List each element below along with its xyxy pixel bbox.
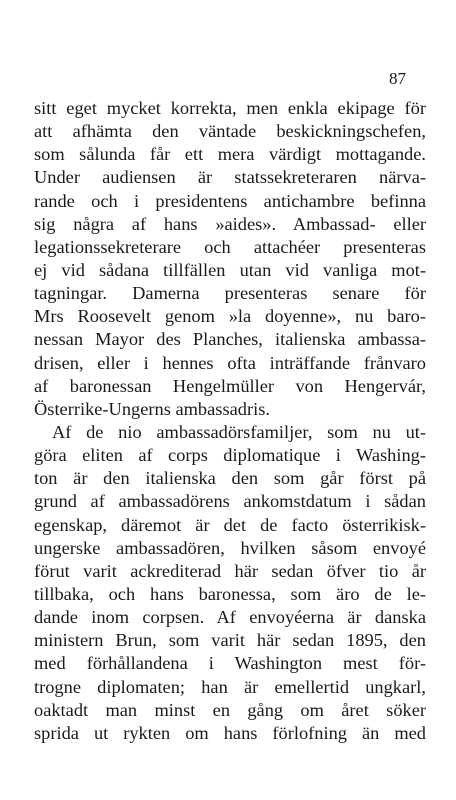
text-line: sitt eget mycket korrekta, men enkla ekipage för (34, 98, 426, 118)
text-line: ministern Brun, som varit här sedan 1895, den (34, 630, 426, 651)
text-line: sig några af hans »aides». Ambassad- eller (34, 213, 426, 234)
text-line: rande och i presidentens antichambre befinna (34, 190, 426, 211)
text-line: nessan Mayor des Planches, italienska ambassa- (34, 329, 426, 350)
text-line: dande inom corpsen. Af envoyéerna är danska (34, 607, 426, 628)
text-line: Af de nio ambassadörsfamiljer, som nu ut- (52, 421, 426, 442)
text-line: som sålunda får ett mera värdigt mottagande. (34, 144, 426, 165)
text-line: ungerske ambassadören, hvilken såsom envoyé (34, 537, 426, 558)
text-line: förut varit ackrediterad här sedan öfver tio år (34, 560, 426, 581)
text-line: tillbaka, och hans baronessa, som äro de le- (34, 583, 426, 604)
text-line: Österrike-Ungerns ambassadris. (34, 398, 270, 419)
body-text (34, 97, 426, 745)
text-line: trogne diplomaten; han är emellertid ungkarl, (34, 676, 426, 697)
text-line: egenskap, däremot är det de facto österrikisk- (34, 514, 426, 535)
text-line: Mrs Roosevelt genom »la doyenne», nu baro- (34, 306, 426, 327)
text-line: tagningar. Damerna presenteras senare för (34, 283, 426, 304)
text-line: ton är den italienska den som går först på (34, 468, 426, 489)
text-line: med förhållandena i Washington mest för- (34, 653, 426, 674)
text-line: grund af ambassadörens ankomstdatum i sådan (34, 491, 426, 512)
text-line: legationssekreterare och attachéer presenteras (34, 236, 426, 257)
text-line: drisen, eller i hennes ofta inträffande frånvaro (34, 352, 426, 373)
text-line: ej vid sådana tillfällen utan vid vanliga mot- (34, 259, 426, 280)
text-line: sprida ut rykten om hans förlofning än med (34, 722, 426, 743)
text-line: oaktadt man minst en gång om året söker (34, 699, 426, 720)
text-line: göra eliten af corps diplomatique i Washing- (34, 445, 426, 466)
text-line: att afhämta den väntade beskickningschefen, (34, 121, 426, 142)
text-line: Under audiensen är statssekreteraren närva- (34, 167, 426, 188)
page-number: 87 (389, 69, 406, 88)
text-line: af baronessan Hengelmüller von Hengervár, (34, 375, 426, 396)
